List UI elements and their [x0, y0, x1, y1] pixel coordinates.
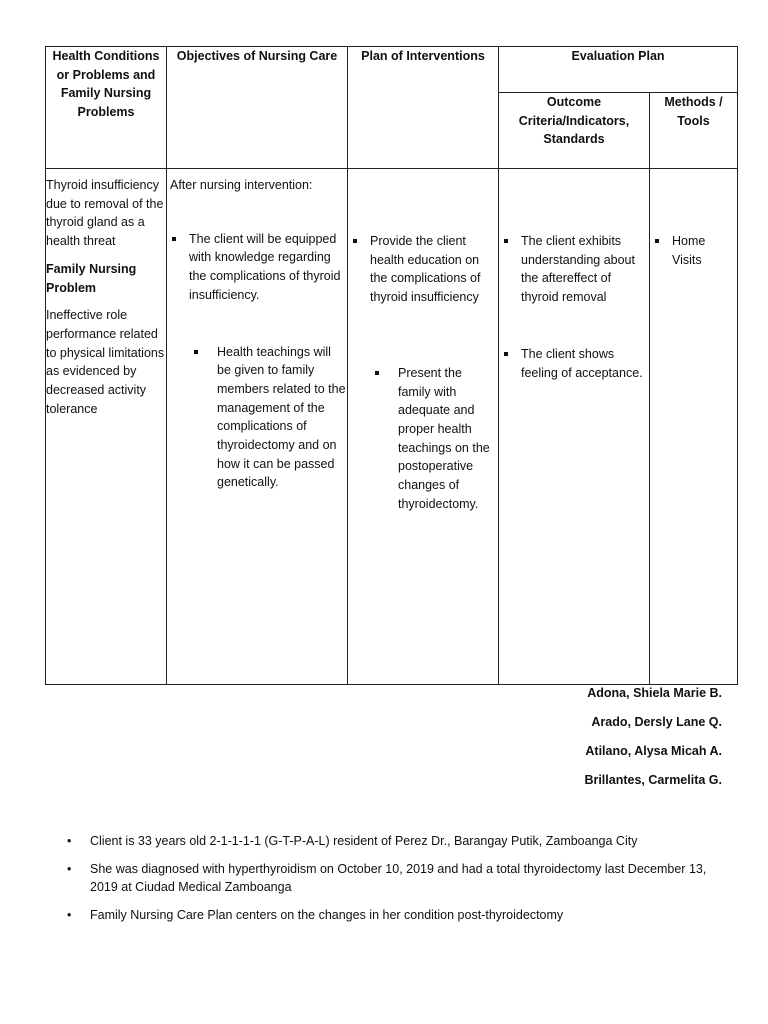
header-health-conditions: Health Conditions or Problems and Family Nursing Problems	[46, 47, 167, 169]
bullet-icon: •	[67, 907, 72, 922]
health-problem-text: Thyroid insufficiency due to removal of the thyroid gland as a health threat	[46, 178, 164, 249]
note-item	[62, 860, 732, 897]
header-plan-of-interventions: Plan of Interventions	[348, 47, 499, 169]
signature-name: Brillantes, Carmelita G.	[584, 773, 722, 787]
signature-name: Arado, Dersly Lane Q.	[591, 715, 722, 729]
note-text: Client is 33 years old 2-1-1-1-1 (G-T-P-A-L) resident of Perez Dr., Barangay Putik, Zamboanga City	[90, 834, 638, 848]
objectives-intro: After nursing intervention:	[170, 178, 313, 192]
outcome-item: The client exhibits understanding about the aftereffect of thyroid removal	[499, 232, 649, 307]
signature-name: Atilano, Alysa Micah A.	[585, 744, 722, 758]
bullet-icon: •	[67, 834, 72, 848]
care-plan-table	[45, 46, 738, 685]
header-outcome-criteria: Outcome Criteria/Indicators, Standards	[499, 93, 650, 169]
method-item: Home Visits	[650, 232, 737, 269]
methods-cell	[650, 169, 738, 685]
family-nursing-problem-text: Ineffective role performance related to physical limitations as evidenced by decreased activity tolerance	[46, 308, 165, 416]
objectives-cell	[167, 169, 348, 685]
header-evaluation-plan: Evaluation Plan	[499, 47, 738, 93]
plan-cell	[348, 169, 499, 685]
outcome-item: The client shows feeling of acceptance.	[499, 345, 649, 382]
health-conditions-cell	[46, 169, 167, 685]
plan-item: Provide the client health education on the complications of thyroid insufficiency	[348, 232, 498, 307]
note-item	[62, 906, 732, 925]
plan-item: Present the family with adequate and proper health teachings on the postoperative changes of thyroidectomy.	[370, 364, 498, 514]
header-methods-tools: Methods / Tools	[650, 93, 738, 169]
header-objectives: Objectives of Nursing Care	[167, 47, 348, 169]
notes-list	[62, 832, 732, 933]
signature-name: Adona, Shiela Marie B.	[587, 686, 722, 700]
note-text: Family Nursing Care Plan centers on the changes in her condition post-thyroidectomy	[90, 907, 564, 922]
objective-item: The client will be equipped with knowledge regarding the complications of thyroid insufficiency.	[167, 230, 347, 305]
objective-item: Health teachings will be given to family members related to the management of the complications of thyroidectomy and on how it can be passed genetically.	[189, 343, 347, 493]
outcome-cell	[499, 169, 650, 685]
note-item	[62, 832, 732, 851]
bullet-icon: •	[67, 861, 72, 876]
signature-block	[584, 686, 722, 802]
note-text: She was diagnosed with hyperthyroidism on October 10, 2019 and had a total thyroidectomy last December 13, 2019 at Ciudad Medical Zamboanga	[90, 861, 707, 894]
family-nursing-problem-label: Family Nursing Problem	[46, 261, 137, 295]
